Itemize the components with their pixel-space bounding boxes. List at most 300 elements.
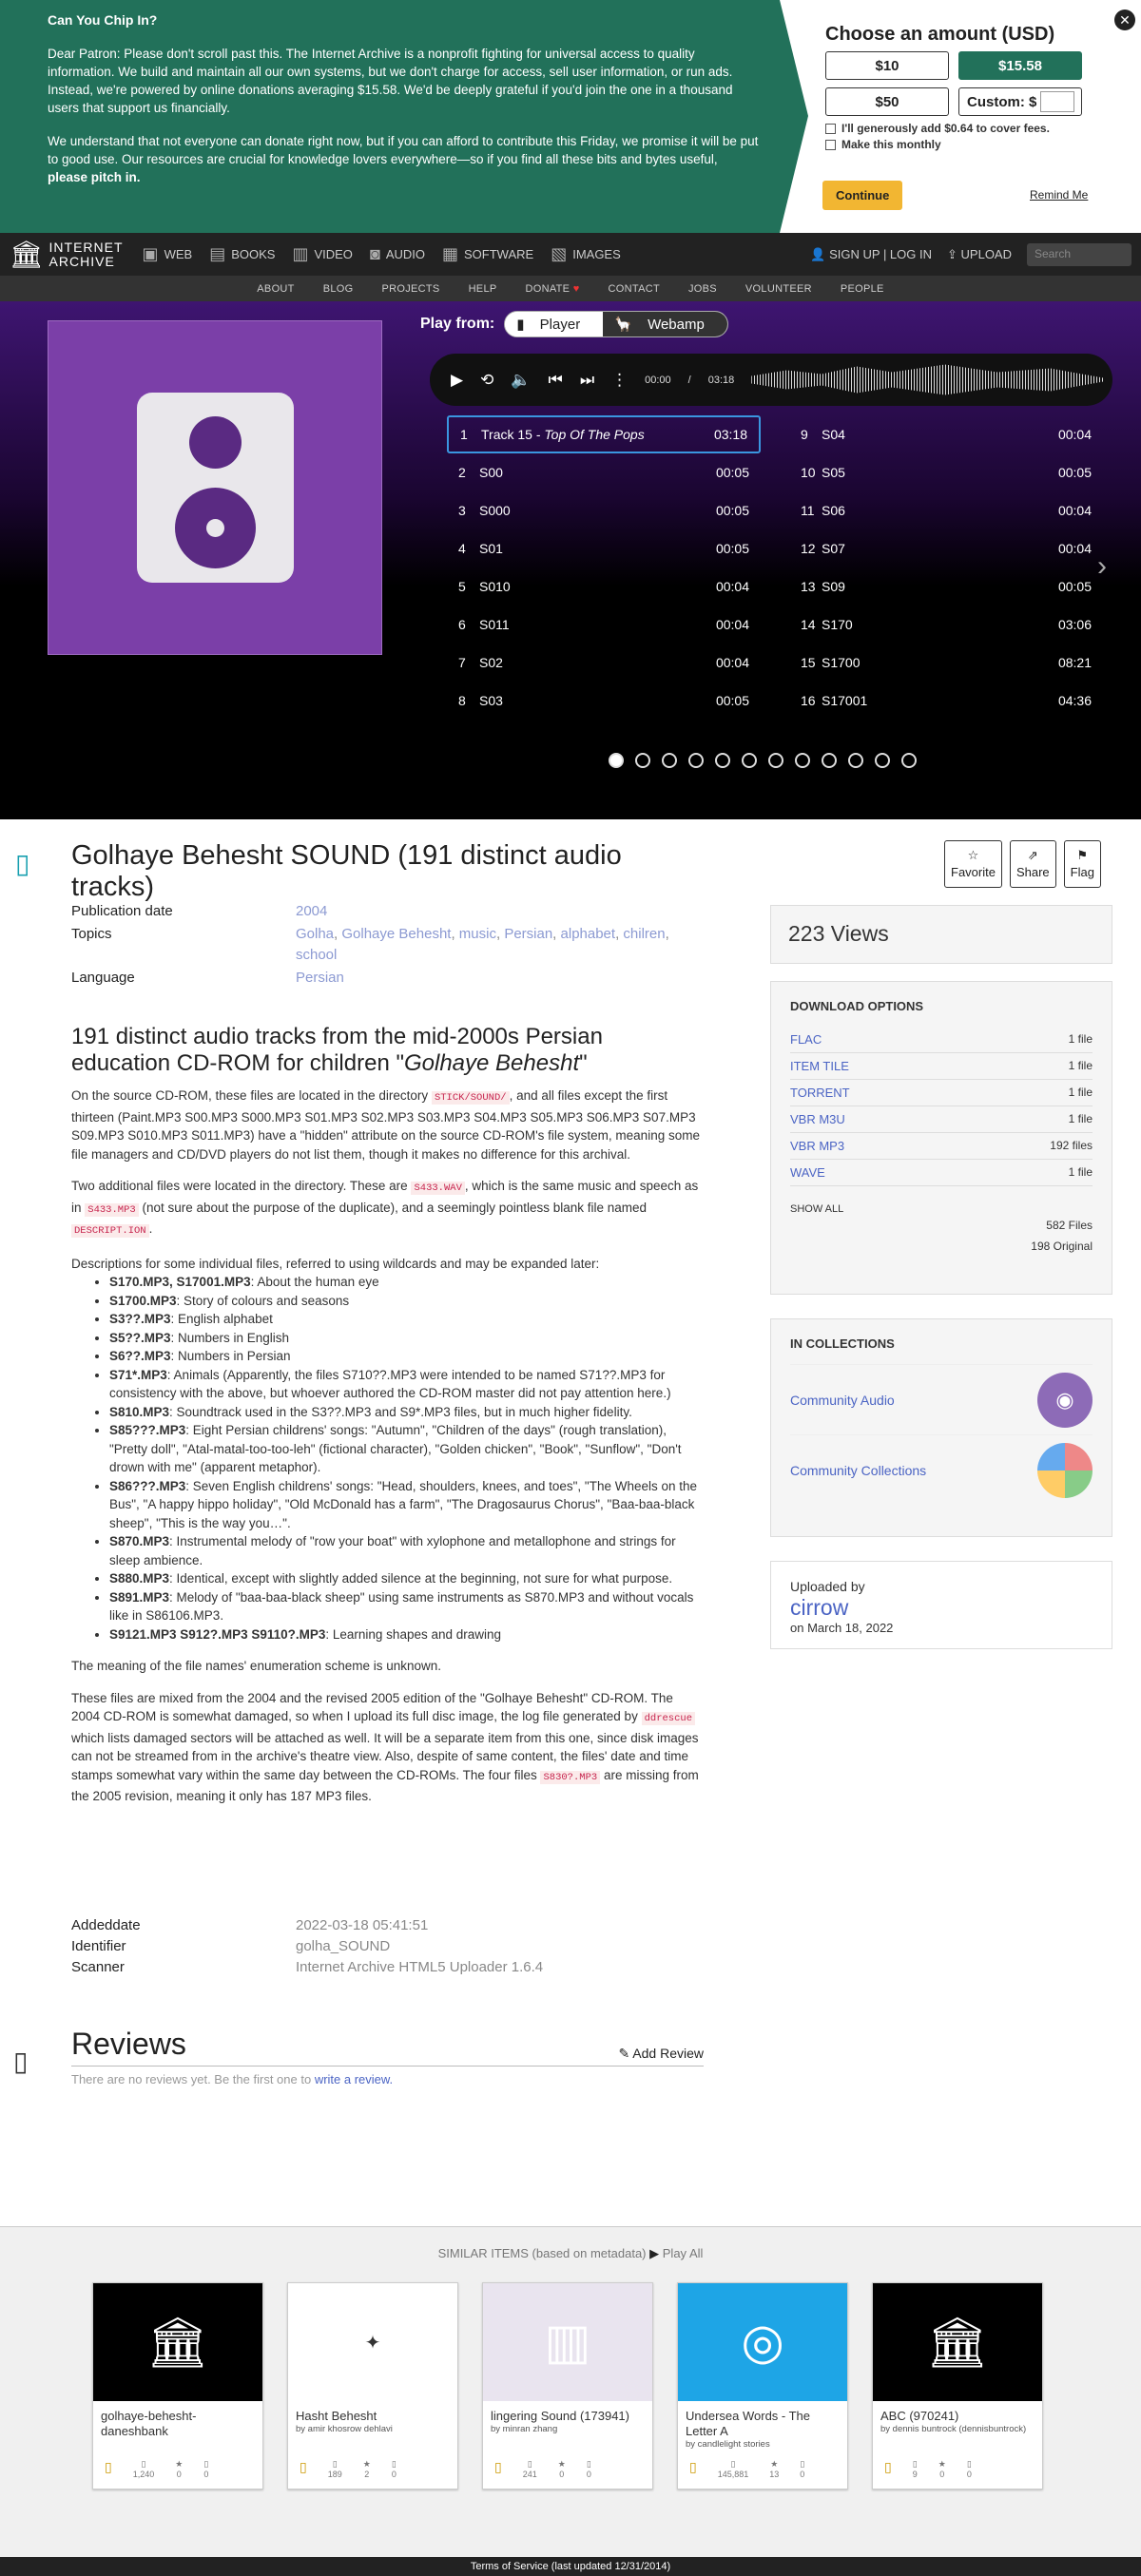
track-title: S17001 <box>822 693 868 708</box>
text: These files are mixed from the 2004 and the revised 2005 edition of the "Golhaye Behesht" CD-ROM. The 2004 CD-ROM is somewhat damaged, so when I upload its full disc image, the log file generated by <box>71 1690 673 1723</box>
track-title: S05 <box>822 465 845 480</box>
heading-italic: Golhaye Behesht <box>403 1050 580 1076</box>
track-row[interactable] <box>447 682 761 720</box>
text: On the source CD-ROM, these files are located in the directory <box>71 1088 429 1103</box>
tile-thumbnail[interactable]: ▥ <box>483 2283 652 2401</box>
remind-me-link[interactable]: Remind Me <box>1030 188 1089 202</box>
uploaded-by-label: Uploaded by <box>790 1579 865 1594</box>
track-duration: 00:05 <box>1057 579 1092 594</box>
no-reviews-text: There are no reviews yet. Be the first one to <box>71 2072 312 2086</box>
field-value: Internet Archive HTML5 Uploader 1.6.4 <box>296 1959 544 1975</box>
track-title: S011 <box>479 617 510 632</box>
download-format-link[interactable]: VBR MP3 <box>790 1139 845 1153</box>
metadata-fields <box>71 1917 699 1980</box>
favorite-button[interactable] <box>944 840 1002 888</box>
signup-login-link[interactable] <box>810 247 932 262</box>
track-duration: 00:05 <box>715 693 749 708</box>
track-duration: 00:05 <box>715 541 749 556</box>
reviews-icon: ▯ <box>13 2047 29 2076</box>
topics-key: Topics <box>71 926 112 942</box>
banner-text <box>48 11 761 202</box>
track-row[interactable] <box>789 415 1103 453</box>
tile-thumbnail[interactable]: ◎ <box>678 2283 847 2401</box>
tile-stats <box>884 2459 972 2479</box>
nav-software[interactable] <box>442 244 533 264</box>
nav-web[interactable] <box>143 244 193 264</box>
nav-books[interactable] <box>209 244 275 264</box>
track-row[interactable] <box>789 567 1103 606</box>
text: . <box>148 1221 153 1236</box>
field-value: golha_SOUND <box>296 1938 391 1954</box>
donation-banner <box>0 0 1141 233</box>
favorites-stat: ★ 0 <box>557 2459 566 2479</box>
language-value[interactable]: Persian <box>296 970 344 986</box>
download-row[interactable] <box>790 1053 1093 1080</box>
carousel-dots <box>609 753 917 768</box>
track-number: 7 <box>458 655 466 670</box>
track-row[interactable] <box>789 491 1103 529</box>
subnav-volunteer[interactable]: VOLUNTEER <box>745 282 812 295</box>
text: which lists damaged sectors will be attached as well. It will be a separate item from this one, since disk images can not be streamed from in the archive's theatre view. Also, despite of same content, the files' date and time stamps somewhat vary within the same day between the CD-ROMs. The four files <box>71 1730 699 1782</box>
track-number: 4 <box>458 541 466 556</box>
upload-link[interactable] <box>947 247 1012 262</box>
books-icon: ▤ <box>209 244 226 263</box>
list-item: • S5??.MP3: Numbers in English <box>109 1329 704 1348</box>
audio-icon: ▯ <box>494 2459 502 2474</box>
track-title: S07 <box>822 541 845 556</box>
views-stat: ▯ 189 <box>327 2459 342 2479</box>
previous-icon[interactable]: ⏮ <box>548 370 563 389</box>
carousel-dot[interactable] <box>688 753 704 768</box>
tile-creator: by amir khosrow dehlavi <box>296 2424 393 2434</box>
banner-heading: Can You Chip In? <box>48 12 158 28</box>
banner-para-2 <box>48 132 761 186</box>
tile-thumbnail[interactable]: 🏛 <box>873 2283 1042 2401</box>
banner-para-2-text: We understand that not everyone can donate right now, but if you can afford to contribute this Friday, we promise it will be put to good use. Our resources are crucial for knowledge lovers everywhere—so if you find all these bits and bytes useful, <box>48 134 759 166</box>
track-duration: 00:05 <box>1057 465 1092 480</box>
views-stat: ▯ 241 <box>522 2459 537 2479</box>
floppy-icon: ▦ <box>441 244 458 263</box>
download-format-link[interactable]: VBR M3U <box>790 1112 845 1126</box>
favorites-stat: ★ 0 <box>938 2459 946 2479</box>
audio-player <box>430 354 1112 406</box>
desc-para-4: The meaning of the file names' enumeration scheme is unknown. <box>71 1659 442 1673</box>
carousel-dot[interactable] <box>848 753 863 768</box>
download-format-link[interactable]: TORRENT <box>790 1086 850 1100</box>
download-count: 1 file <box>1068 1165 1093 1179</box>
uploader-link[interactable]: cirrow <box>790 1595 849 1620</box>
subnav-help[interactable]: HELP <box>468 282 497 295</box>
audio-icon: ▯ <box>105 2459 112 2474</box>
more-icon[interactable]: ⋮ <box>611 370 629 389</box>
download-row[interactable] <box>790 1160 1093 1186</box>
track-row[interactable] <box>447 491 761 529</box>
pubdate-value[interactable]: 2004 <box>296 903 328 919</box>
reviews-stat: ▯ 0 <box>966 2459 972 2479</box>
images-icon: ▧ <box>551 244 568 263</box>
code: S433.WAV <box>411 1182 464 1195</box>
subnav-projects[interactable]: PROJECTS <box>381 282 440 295</box>
nav-audio[interactable] <box>370 244 425 264</box>
track-row[interactable] <box>789 453 1103 491</box>
text: Two additional files were located in the directory. These are <box>71 1179 408 1193</box>
download-format-link[interactable]: WAVE <box>790 1165 825 1180</box>
similar-item-tile[interactable] <box>677 2282 848 2489</box>
custom-amount-input[interactable] <box>1040 91 1074 112</box>
heading-part: " <box>579 1050 588 1076</box>
carousel-dot[interactable] <box>768 753 783 768</box>
track-duration: 00:04 <box>1057 541 1092 556</box>
carousel-dot[interactable] <box>822 753 837 768</box>
carousel-dot[interactable] <box>795 753 810 768</box>
upload-label: UPLOAD <box>960 246 1012 261</box>
logo-line-1: INTERNET <box>48 239 124 255</box>
track-duration: 03:06 <box>1057 617 1092 632</box>
player-option[interactable]: ▮ Player <box>505 312 603 336</box>
subnav-donate[interactable] <box>526 283 580 295</box>
continue-button[interactable]: Continue <box>822 181 902 210</box>
tile-stats <box>494 2459 591 2479</box>
subnav-jobs[interactable]: JOBS <box>687 282 717 295</box>
subnav-contact[interactable]: CONTACT <box>608 282 660 295</box>
track-row[interactable] <box>447 529 761 567</box>
pubdate-key: Publication date <box>71 903 173 919</box>
play-icon[interactable]: ▶ <box>451 370 464 389</box>
track-title: S06 <box>822 503 845 518</box>
item-title: Golhaye Behesht SOUND (191 distinct audio tracks) <box>71 840 622 902</box>
topic-link[interactable]: Golha <box>296 926 335 942</box>
track-row[interactable] <box>447 453 761 491</box>
track-number: 6 <box>458 617 466 632</box>
text: , and all files except the first thirteen (Paint.MP3 S00.MP3 S000.MP3 S01.MP3 S02.MP3 S03.MP3 S04.MP3 S05.MP3 S06.MP3 S07.MP3 S09.MP3 S010.MP3 S011.MP3) have a "hidden" attribute on the source CD-ROM's file system, meaning some file managers and CD/DVD players do not list them, though it makes no difference for this archival. <box>71 1088 700 1162</box>
nav-software-label: SOFTWARE <box>464 247 534 261</box>
list-item: • S85???.MP3: Eight Persian childrens' songs: "Autumn", "Children of the days" (rough translation), "Pretty doll", "Atal-matal-too-too-leh" (fictional character), "Golden chicken", "Book", "Sunflow", "Don't drown with me" (apparent metaphor). <box>109 1421 704 1477</box>
track-row[interactable] <box>447 415 761 453</box>
audio-icon: ▯ <box>300 2459 307 2474</box>
topic-link[interactable]: chilren <box>623 926 666 942</box>
track-list <box>447 415 1103 720</box>
subnav-donate-label: DONATE <box>525 282 570 295</box>
nav-video[interactable] <box>292 244 352 264</box>
carousel-dot[interactable] <box>875 753 890 768</box>
track-title: S01 <box>479 541 503 556</box>
play-all-button[interactable] <box>649 2246 703 2260</box>
reviews-stat: ▯ 0 <box>586 2459 591 2479</box>
field-key: Identifier <box>71 1938 126 1954</box>
list-item: • S9121.MP3 S912?.MP3 S9110?.MP3: Learning shapes and drawing <box>109 1625 704 1644</box>
description-heading <box>71 1024 704 1077</box>
subnav-blog[interactable]: BLOG <box>322 282 354 295</box>
no-reviews <box>71 2072 393 2086</box>
carousel-dot[interactable] <box>609 753 624 768</box>
play-from-label: Play from: <box>420 316 495 332</box>
similar-header <box>0 2227 1141 2261</box>
chevron-right-icon[interactable]: › <box>1097 550 1107 582</box>
field-key: Scanner <box>71 1959 125 1975</box>
download-format-link[interactable]: FLAC <box>790 1032 822 1047</box>
track-number: 9 <box>801 427 808 442</box>
download-count: 192 files <box>1050 1139 1093 1152</box>
reviews-stat: ▯ 0 <box>800 2459 805 2479</box>
track-title: S02 <box>479 655 503 670</box>
tile-creator: by minran zhang <box>491 2424 558 2434</box>
track-title: S03 <box>479 693 503 708</box>
footer-terms[interactable]: Terms of Service (last updated 12/31/2014) <box>0 2557 1141 2576</box>
community-audio-icon: ◉ <box>1037 1373 1093 1428</box>
similar-item-tile[interactable] <box>482 2282 653 2489</box>
cover-fees-label: I'll generously add $0.64 to cover fees. <box>841 122 1050 135</box>
audio-theatre <box>0 301 1141 819</box>
tile-title[interactable]: Undersea Words - The Letter A <box>686 2409 811 2438</box>
similar-header-text: SIMILAR ITEMS (based on metadata) <box>437 2246 647 2260</box>
download-count: 1 file <box>1068 1086 1093 1099</box>
amount-1558-button[interactable]: $15.58 <box>958 51 1082 80</box>
track-number: 8 <box>458 693 466 708</box>
topic-link[interactable]: alphabet <box>560 926 616 942</box>
tile-stats <box>105 2459 208 2479</box>
cover-fees-checkbox[interactable] <box>825 122 1092 135</box>
film-icon: ▥ <box>292 244 309 263</box>
audio-icon: ▯ <box>689 2459 697 2474</box>
desc-para-2 <box>71 1177 704 1241</box>
similar-item-tile[interactable] <box>287 2282 458 2489</box>
nav-video-label: VIDEO <box>314 247 353 261</box>
custom-amount-field[interactable] <box>958 87 1082 116</box>
download-row[interactable] <box>790 1080 1093 1106</box>
amount-10-button[interactable]: $10 <box>825 51 949 80</box>
track-duration: 00:05 <box>715 503 749 518</box>
download-count: 1 file <box>1068 1112 1093 1125</box>
tile-stats <box>300 2459 396 2479</box>
field-row <box>71 1959 699 1980</box>
download-format-link[interactable]: ITEM TILE <box>790 1059 849 1073</box>
webamp-option[interactable]: 🦙 Webamp <box>603 312 727 336</box>
track-title: S09 <box>822 579 845 594</box>
track-row[interactable] <box>789 644 1103 682</box>
pubdate-row <box>71 903 699 919</box>
separator: , <box>451 926 459 942</box>
checkbox-icon[interactable] <box>825 140 836 150</box>
list-item: • S891.MP3: Melody of "baa-baa-black sheep" using same instruments as S870.MP3 and without vocals like in S86106.MP3. <box>109 1588 704 1625</box>
list-item: • S86???.MP3: Seven English childrens' songs: "Head, shoulders, knees, and toes", "The Wheels on the Bus", "A happy hippo holiday", "Old McDonald has a farm", "The Dragosaurus Chorus", "Baa-baa-black sheep", "This is the way you…". <box>109 1477 704 1533</box>
next-icon[interactable]: ⏭ <box>579 370 595 389</box>
original-count[interactable]: 198 Original <box>1031 1240 1093 1253</box>
sub-nav <box>0 276 1141 301</box>
subnav-people[interactable]: PEOPLE <box>840 282 884 295</box>
code: S830?.MP3 <box>540 1771 600 1784</box>
speaker-icon <box>137 393 294 583</box>
desc-para-1 <box>71 1086 704 1163</box>
upload-icon: ⇪ <box>947 246 957 261</box>
monthly-label: Make this monthly <box>841 138 941 151</box>
tile-stats <box>689 2459 804 2479</box>
track-row[interactable] <box>447 567 761 606</box>
favorites-stat: ★ 2 <box>362 2459 371 2479</box>
collection-community-audio[interactable] <box>790 1364 1093 1434</box>
player-option-label: Player <box>539 317 581 333</box>
choose-amount-title: Choose an amount (USD) <box>825 24 1055 45</box>
track-title: S1700 <box>822 655 861 670</box>
in-collections <box>770 1318 1112 1537</box>
separator: , <box>495 926 505 942</box>
download-row[interactable] <box>790 1027 1093 1053</box>
reviews-title: Reviews <box>71 2027 186 2061</box>
track-row[interactable] <box>447 606 761 644</box>
nav-images[interactable] <box>551 244 621 264</box>
flag-label: Flag <box>1070 865 1094 879</box>
separator: , <box>552 926 561 942</box>
topics-row <box>71 924 699 966</box>
show-all-link[interactable]: SHOW ALL <box>790 1203 844 1215</box>
list-item: • S1700.MP3: Story of colours and seasons <box>109 1292 704 1311</box>
speaker-icon: ◙ <box>369 244 380 263</box>
files-count[interactable]: 582 Files <box>1046 1219 1093 1232</box>
item-main <box>0 819 1141 2226</box>
heading-part: 191 distinct audio tracks from the mid-2000s Persian education CD-ROM for children " <box>71 1024 603 1076</box>
checkbox-icon[interactable] <box>825 124 836 134</box>
track-row[interactable] <box>447 644 761 682</box>
collection-community-collections[interactable] <box>790 1434 1093 1505</box>
list-item: • S170.MP3, S17001.MP3: About the human eye <box>109 1273 704 1292</box>
nav-web-label: WEB <box>164 247 193 261</box>
similar-items <box>0 2226 1141 2557</box>
share-button[interactable] <box>1010 840 1056 888</box>
share-label: Share <box>1015 865 1050 879</box>
list-item: • S6??.MP3: Numbers in Persian <box>109 1347 704 1366</box>
banner-pitch-in: please pitch in. <box>48 170 141 184</box>
track-number: 2 <box>458 465 466 480</box>
track-row[interactable] <box>789 682 1103 720</box>
track-title: S170 <box>822 617 853 632</box>
time-separator: / <box>687 374 691 386</box>
play-icon: ▶ <box>649 2246 660 2260</box>
webamp-option-label: Webamp <box>648 317 705 333</box>
reviews-stat: ▯ 0 <box>391 2459 396 2479</box>
audio-icon: ▯ <box>15 849 30 878</box>
tile-thumbnail[interactable]: 🏛 <box>93 2283 262 2401</box>
donate-box <box>825 24 1092 151</box>
tile-creator: by candlelight stories <box>686 2439 770 2450</box>
collection-label: Community Collections <box>790 1462 927 1478</box>
topics-list <box>296 924 699 966</box>
track-title: S00 <box>479 465 503 480</box>
download-options-title: DOWNLOAD OPTIONS <box>790 999 924 1013</box>
repeat-icon[interactable]: ⟲ <box>480 370 494 389</box>
reviews-stat: ▯ 0 <box>203 2459 209 2479</box>
star-icon: ☆ <box>967 848 979 862</box>
collection-label: Community Audio <box>790 1392 895 1408</box>
carousel-dot[interactable] <box>635 753 650 768</box>
track-row[interactable] <box>789 606 1103 644</box>
volume-icon[interactable]: 🔈 <box>511 370 532 389</box>
download-options <box>770 981 1112 1295</box>
similar-item-tile[interactable] <box>92 2282 263 2489</box>
track-duration: 03:18 <box>713 427 747 442</box>
flag-icon: ⚑ <box>1076 848 1089 862</box>
topic-link[interactable]: Persian <box>504 926 553 942</box>
similar-item-tile[interactable] <box>872 2282 1043 2489</box>
track-title: S000 <box>479 503 511 518</box>
track-number: 1 <box>460 427 468 442</box>
nav-images-label: IMAGES <box>572 247 621 261</box>
play-from <box>420 311 728 337</box>
list-item: • S870.MP3: Instrumental melody of "row your boat" with xylophone and metallophone and strings for sleep ambience. <box>109 1532 704 1569</box>
carousel-dot[interactable] <box>742 753 757 768</box>
track-row[interactable] <box>789 529 1103 567</box>
tile-thumbnail[interactable]: ✦ <box>288 2283 457 2401</box>
track-duration: 08:21 <box>1057 655 1092 670</box>
topic-link[interactable]: Golhaye Behesht <box>341 926 452 942</box>
write-review-link[interactable]: write a review. <box>314 2072 394 2086</box>
field-row <box>71 1938 699 1959</box>
waveform[interactable] <box>751 361 1103 399</box>
separator: , <box>334 926 342 942</box>
share-icon: ⇗ <box>1027 848 1038 862</box>
add-review-button[interactable] <box>618 2046 704 2062</box>
topic-link[interactable]: school <box>296 947 338 963</box>
custom-amount-label: Custom: $ <box>967 93 1037 110</box>
close-icon[interactable]: ✕ <box>1114 10 1135 30</box>
download-row[interactable] <box>790 1106 1093 1133</box>
signup-label: SIGN UP | LOG IN <box>829 246 932 261</box>
ia-logo[interactable] <box>10 239 124 270</box>
field-row <box>71 1917 699 1938</box>
text: (not sure about the purpose of the duplicate), and a seemingly pointless blank file named <box>142 1200 648 1215</box>
total-time: 03:18 <box>707 374 735 386</box>
field-value: 2022-03-18 05:41:51 <box>296 1917 429 1933</box>
views-stat: ▯ 145,881 <box>717 2459 749 2479</box>
download-row[interactable] <box>790 1133 1093 1160</box>
track-number: 13 <box>801 579 816 594</box>
nav-audio-label: AUDIO <box>385 247 425 261</box>
download-count: 1 file <box>1068 1059 1093 1072</box>
play-all-label: Play All <box>662 2246 704 2260</box>
tile-title[interactable]: ABC (970241) <box>880 2409 959 2423</box>
file-description-list <box>109 1273 704 1644</box>
flag-button[interactable] <box>1064 840 1101 888</box>
carousel-dot[interactable] <box>901 753 917 768</box>
subnav-about[interactable]: ABOUT <box>257 282 295 295</box>
monthly-checkbox[interactable] <box>825 138 1092 151</box>
tile-title[interactable]: lingering Sound (173941) <box>491 2409 629 2423</box>
collections-title: IN COLLECTIONS <box>790 1336 895 1351</box>
text: are missing from the 2005 revision, meaning it only has 187 MP3 files. <box>71 1767 699 1803</box>
desc-para-5 <box>71 1689 704 1806</box>
carousel-dot[interactable] <box>662 753 677 768</box>
code: STICK/SOUND/ <box>432 1091 510 1105</box>
track-duration: 04:36 <box>1057 693 1092 708</box>
favorites-stat: ★ 13 <box>769 2459 780 2479</box>
track-number: 16 <box>801 693 816 708</box>
carousel-dot[interactable] <box>715 753 730 768</box>
track-duration: 00:04 <box>715 617 749 632</box>
tile-title[interactable]: Hasht Behesht <box>296 2409 377 2423</box>
track-duration: 00:05 <box>715 465 749 480</box>
topic-link[interactable]: music <box>458 926 496 942</box>
track-number: 5 <box>458 579 466 594</box>
code: S433.MP3 <box>85 1203 138 1217</box>
reviews-header <box>71 2027 704 2067</box>
user-icon: 👤 <box>810 246 826 261</box>
text: , which is the same music and speech as in <box>71 1179 699 1215</box>
add-review-label: Add Review <box>632 2046 704 2061</box>
search-input[interactable]: Search <box>1027 243 1131 266</box>
tile-creator: by dennis buntrock (dennisbuntrock) <box>880 2424 1027 2434</box>
amount-50-button[interactable]: $50 <box>825 87 949 116</box>
pencil-icon: ✎ <box>618 2046 630 2061</box>
nav-books-label: BOOKS <box>231 247 276 261</box>
tile-title[interactable]: golhaye-behesht-daneshbank <box>101 2409 197 2438</box>
